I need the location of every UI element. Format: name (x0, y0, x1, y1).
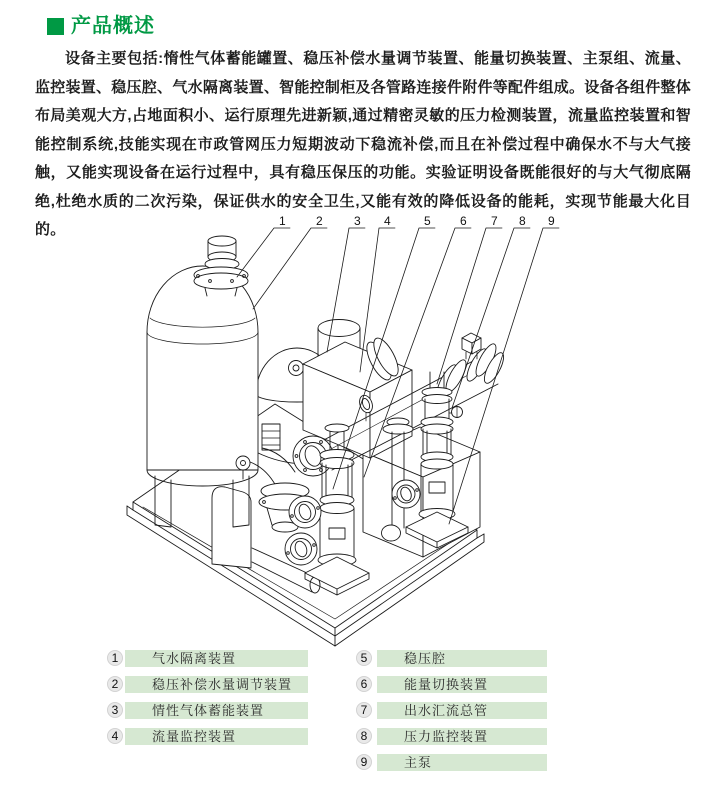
callout-7: 7 (491, 214, 498, 228)
callout-9: 9 (548, 214, 555, 228)
section-title-text: 产品概述 (71, 15, 155, 37)
legend-number-badge: 1 (107, 650, 123, 666)
legend-number-badge: 2 (107, 676, 123, 692)
legend-label: 压力监控装置 (377, 728, 547, 745)
legend-label: 情性气体蓄能装置 (125, 702, 308, 719)
legend-number-badge: 8 (356, 728, 372, 744)
callout-2: 2 (316, 214, 323, 228)
callout-1: 1 (279, 214, 286, 228)
callout-8: 8 (519, 214, 526, 228)
legend-label: 稳压补偿水量调节装置 (125, 676, 308, 693)
legend-label: 稳压腔 (377, 650, 547, 667)
legend-label: 流量监控装置 (125, 728, 308, 745)
legend-number-badge: 9 (356, 754, 372, 770)
legend-label: 能量切换装置 (377, 676, 547, 693)
legend-number-badge: 6 (356, 676, 372, 692)
callout-4: 4 (384, 214, 391, 228)
callout-3: 3 (354, 214, 361, 228)
callout-6: 6 (460, 214, 467, 228)
legend-number-badge: 5 (356, 650, 372, 666)
legend-label: 气水隔离装置 (125, 650, 308, 667)
legend-number-badge: 3 (107, 702, 123, 718)
legend-number-badge: 7 (356, 702, 372, 718)
callout-5: 5 (424, 214, 431, 228)
callout-numbers (279, 214, 555, 228)
legend-number-badge: 4 (107, 728, 123, 744)
control-panel (212, 487, 251, 568)
legend-label: 主泵 (377, 754, 547, 771)
intro-paragraph: 设备主要包括:惰性气体蓄能罐置、稳压补偿水量调节装置、能量切换装置、主泵组、流量、监控装置、稳压腔、气水隔离装置、智能控制柜及各管路连接件附件等配件组成。设备各组件整体布局美观大方,占地面积小、运行原理先进新颖,通过精密灵敏的压力检测装置，流量监控装置和智能控制系统,技能实现在市政管网压力短期波动下稳流补偿,而且在补偿过程中确保水不与大气接触，又能实现设备在运行过程中，具有稳压保压的功能。实验证明设备既能很好的与大气彻底隔绝,杜绝水质的二次污染，保证供水的安全卫生,又能有效的降低设备的能耗，实现节能最大化目的。 (35, 50, 691, 238)
legend-label: 出水汇流总管 (377, 702, 547, 719)
